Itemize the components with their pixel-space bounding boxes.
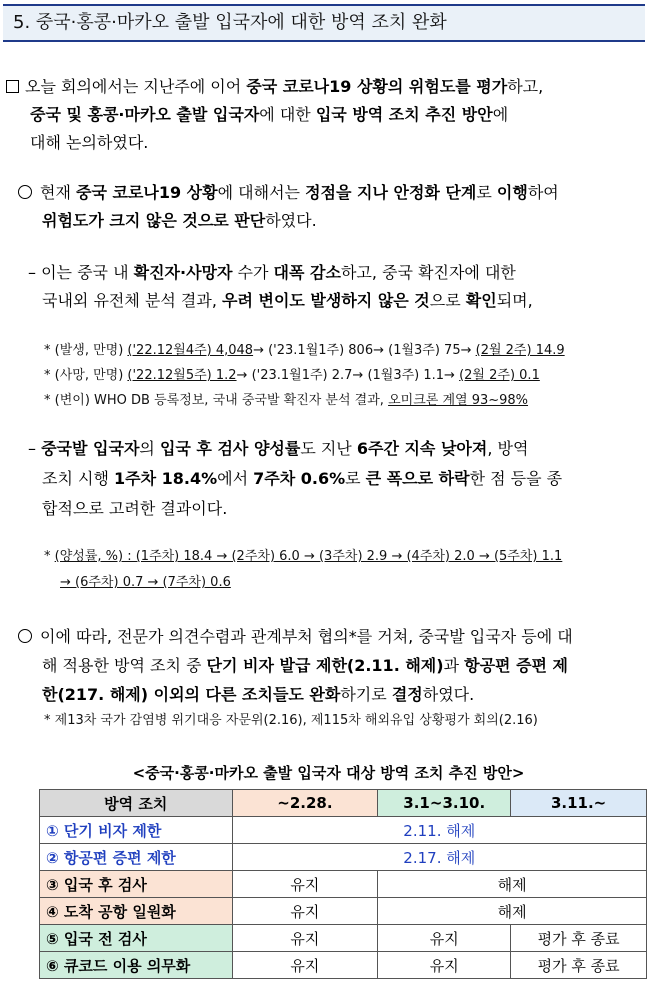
p2-line1: 현재 중국 코로나19 상황에 대해서는 정점을 지나 안정화 단계로 이행하여 [18, 182, 559, 204]
header-period2: 3.1~3.10. [378, 790, 511, 817]
row-merged-value: 2.17. 해제 [232, 844, 646, 871]
cell-value: 유지 [232, 871, 378, 898]
row-label: ③ 입국 후 검사 [40, 871, 233, 898]
table-row [40, 925, 647, 952]
p1-line2: 중국 및 홍콩·마카오 출발 입국자에 대한 입국 방역 조치 추진 방안에 [30, 105, 509, 124]
header-period3: 3.11.~ [511, 790, 647, 817]
table-header-row [40, 790, 647, 817]
p1-line3: 대해 논의하였다. [30, 133, 149, 152]
p4-line1: – 중국발 입국자의 입국 후 검사 양성률도 지난 6주간 지속 낮아져, 방역 [28, 439, 529, 458]
note-positivity-cont: → (6주차) 0.7 → (7주차) 0.6 [60, 575, 231, 590]
row-label: ② 항공편 증편 제한 [40, 844, 233, 871]
bullet-circle-icon [18, 185, 32, 199]
note-cases: * (발생, 만명) ('22.12월4주) 4,048→ ('23.1월1주) 806→ (1월3주) 75→ (2월 2주) 14.9 [44, 343, 565, 358]
header-period1: ~2.28. [232, 790, 378, 817]
row-label: ④ 도착 공항 일원화 [40, 898, 233, 925]
row-merged-value: 해제 [378, 871, 647, 898]
row-label: ⑤ 입국 전 검사 [40, 925, 233, 952]
cell-value: 유지 [232, 952, 378, 979]
table-row [40, 952, 647, 979]
p1-line1: 오늘 회의에서는 지난주에 이어 중국 코로나19 상황의 위험도를 평가하고, [6, 76, 543, 98]
p5-footnote: * 제13차 국가 감염병 위기대응 자문위(2.16), 제115차 해외유입 상황평가 회의(2.16) [44, 713, 538, 728]
p4-line2: 조치 시행 1주차 18.4%에서 7주차 0.6%로 큰 폭으로 하락한 점 등을 종 [42, 469, 563, 488]
cell-value: 유지 [378, 952, 511, 979]
p2-line2: 위험도가 크지 않은 것으로 판단하였다. [42, 211, 317, 230]
table-row [40, 871, 647, 898]
section-title: 5. 중국·홍콩·마카오 출발 입국자에 대한 방역 조치 완화 [3, 4, 645, 42]
table-row [40, 844, 647, 871]
bullet-circle-icon [18, 629, 32, 643]
p4-line3: 합적으로 고려한 결과이다. [42, 499, 228, 518]
table-row [40, 817, 647, 844]
p5-line3: 한(217. 해제) 이외의 다른 조치들도 완화하기로 결정하였다. [42, 685, 475, 704]
header-measure: 방역 조치 [40, 790, 233, 817]
note-variants: * (변이) WHO DB 등록정보, 국내 중국발 확진자 분석 결과, 오미크론 계열 93~98% [44, 393, 529, 408]
p5-line2: 해 적용한 방역 조치 중 단기 비자 발급 제한(2.11. 해제)과 항공편 증편 제 [42, 656, 569, 675]
checkbox-square-icon [6, 80, 19, 93]
cell-value: 유지 [232, 898, 378, 925]
row-label: ① 단기 비자 제한 [40, 817, 233, 844]
cell-value: 평가 후 종료 [511, 952, 647, 979]
row-merged-value: 2.11. 해제 [232, 817, 646, 844]
table-row [40, 898, 647, 925]
cell-value: 평가 후 종료 [511, 925, 647, 952]
p5-line1: 이에 따라, 전문가 의견수렴과 관계부처 협의*를 거쳐, 중국발 입국자 등에 대 [18, 626, 573, 648]
cell-value: 유지 [232, 925, 378, 952]
measures-table [39, 789, 647, 979]
p3-line1: – 이는 중국 내 확진자·사망자 수가 대폭 감소하고, 중국 확진자에 대한 [28, 263, 516, 282]
p3-line2: 국내외 유전체 분석 결과, 우려 변이도 발생하지 않은 것으로 확인되며, [42, 291, 533, 310]
table-title: <중국·홍콩·마카오 출발 입국자 대상 방역 조치 추진 방안> [132, 764, 525, 782]
cell-value: 유지 [378, 925, 511, 952]
row-label: ⑥ 큐코드 이용 의무화 [40, 952, 233, 979]
note-positivity: * (양성률, %) : (1주차) 18.4 → (2주차) 6.0 → (3주차) 2.9 → (4주차) 2.0 → (5주차) 1.1 [44, 549, 563, 564]
note-deaths: * (사망, 만명) ('22.12월5주) 1.2→ ('23.1월1주) 2.7→ (1월3주) 1.1→ (2월 2주) 0.1 [44, 368, 540, 383]
row-merged-value: 해제 [378, 898, 647, 925]
